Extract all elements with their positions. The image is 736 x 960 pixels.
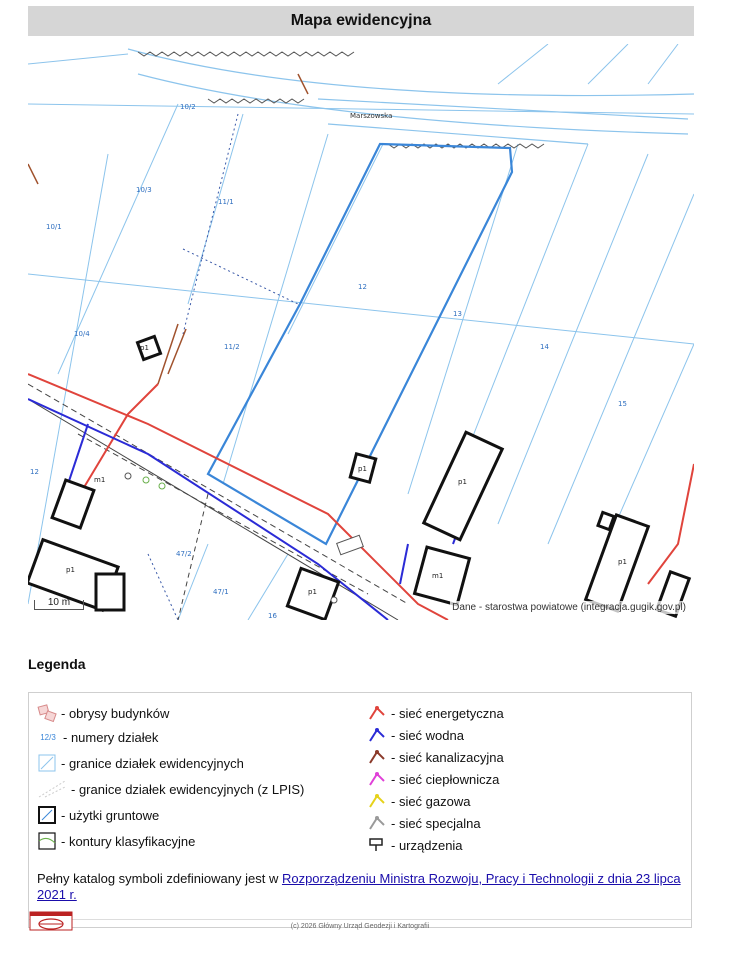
legend-heading: Legenda <box>28 656 86 672</box>
water-network-icon <box>367 725 387 745</box>
parcel-label: 10/3 <box>136 186 152 194</box>
heating-network-icon <box>367 769 387 789</box>
building-label: m1 <box>432 572 444 580</box>
cadastral-map[interactable] <box>28 44 694 620</box>
building-label: p1 <box>618 558 627 566</box>
parcel-label: 13 <box>453 310 462 318</box>
building[interactable] <box>424 432 503 540</box>
legend-item-power <box>367 703 504 723</box>
building-label: p1 <box>308 588 317 596</box>
map-labels <box>30 103 627 620</box>
legend-label: - sieć kanalizacyjna <box>391 749 504 765</box>
regulation-link[interactable]: Rozporządzeniu Ministra Rozwoju, Pracy i Technologii z dnia 23 lipca 2021 r. <box>37 871 681 902</box>
building-label: p1 <box>66 566 75 574</box>
device-icon <box>367 835 387 855</box>
building[interactable] <box>586 515 649 611</box>
parcel-label: 10/2 <box>180 103 196 111</box>
legend-item-parcel-numbers <box>37 727 158 747</box>
parcel-label: 10/4 <box>74 330 90 338</box>
special-network-icon <box>367 813 387 833</box>
legend-label: - obrysy budynków <box>61 705 170 721</box>
legend-label: - numery działek <box>63 729 159 745</box>
street-label: Marszowska <box>350 112 393 120</box>
parcel-number-icon: 12/3 <box>40 732 56 742</box>
catalog-note <box>37 871 687 903</box>
legend-item-parcel-boundaries <box>37 753 244 773</box>
legend-label: - sieć specjalna <box>391 815 481 831</box>
legend-label: - urządzenia <box>391 837 463 853</box>
building-label: p1 <box>358 465 367 473</box>
legend-label: - kontury klasyfikacyjne <box>61 833 196 849</box>
lpis-boundary-icon <box>37 779 67 799</box>
scale-bar-line <box>34 597 84 610</box>
legend-item-lpis-boundaries <box>37 779 304 799</box>
legend-item-special <box>367 813 481 833</box>
building[interactable] <box>96 574 124 610</box>
building[interactable] <box>598 512 614 529</box>
building-label: p1 <box>458 478 467 486</box>
parcel-label: 12 <box>30 468 39 476</box>
building-label: m1 <box>94 476 106 484</box>
page-title-text: Mapa ewidencyjna <box>290 12 432 29</box>
legend-label: - sieć gazowa <box>391 793 471 809</box>
parcel-label: 16 <box>268 612 277 620</box>
map-canvas[interactable] <box>28 44 694 620</box>
gas-network-icon <box>367 791 387 811</box>
building-outline-icon <box>37 703 57 723</box>
legend-item-water <box>367 725 464 745</box>
parcel-boundary-icon <box>37 753 57 773</box>
legend-label: - granice działek ewidencyjnych <box>61 755 244 771</box>
legend-item-devices <box>367 835 463 855</box>
legend-item-gas <box>367 791 470 811</box>
power-network-icon <box>367 703 387 723</box>
scale-bar <box>34 597 84 610</box>
sewer-network-icon <box>367 747 387 767</box>
scale-bar-label: 10 m <box>47 597 71 608</box>
building-label: p1 <box>140 344 149 352</box>
footer-divider <box>29 919 691 920</box>
parcel-label: 12 <box>358 283 367 291</box>
copyright: (c) 2026 Główny Urząd Geodezji i Kartografii <box>290 923 430 930</box>
classification-contour-icon <box>37 831 57 851</box>
legend-label: - sieć ciepłownicza <box>391 771 500 787</box>
map-attribution: Dane - starostwa powiatowe (integracja.gugik.gov.pl) <box>452 602 686 613</box>
legend-item-classification-contours <box>37 831 195 851</box>
legend-label: - sieć wodna <box>391 727 464 743</box>
legend-box <box>28 692 692 928</box>
parcel-label: 47/2 <box>176 550 192 558</box>
building[interactable] <box>52 480 94 528</box>
legend-item-heating <box>367 769 499 789</box>
legend-item-land-use <box>37 805 159 825</box>
parcel-label: 47/1 <box>213 588 229 596</box>
legend-label: - sieć energetyczna <box>391 705 504 721</box>
legend-label: - użytki gruntowe <box>61 807 160 823</box>
parcel-label: 11/1 <box>218 198 234 206</box>
parcel-label: 15 <box>618 400 627 408</box>
legend-item-buildings <box>37 703 169 723</box>
land-use-icon <box>37 805 57 825</box>
parcel-label: 14 <box>540 343 549 351</box>
page-title <box>28 6 694 36</box>
sewer-line <box>28 74 308 384</box>
legend-item-sewer <box>367 747 504 767</box>
legend-label: - granice działek ewidencyjnych (z LPIS) <box>71 781 305 797</box>
catalog-prefix: Pełny katalog symboli zdefiniowany jest w <box>37 871 282 886</box>
parcel-label: 11/2 <box>224 343 240 351</box>
parcel-label: 10/1 <box>46 223 62 231</box>
